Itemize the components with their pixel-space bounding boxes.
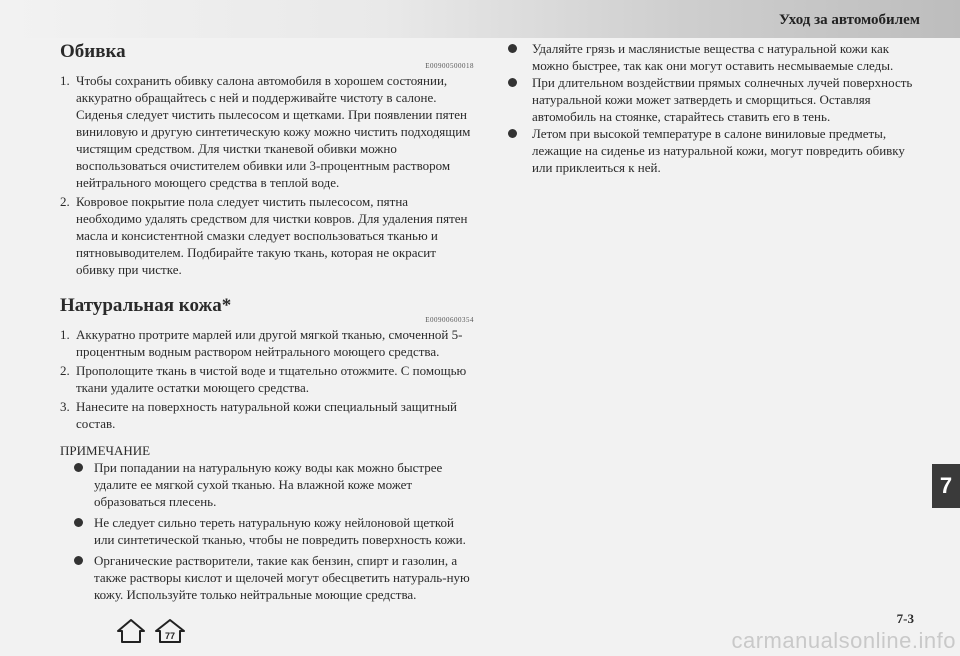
bullet-icon	[508, 44, 517, 53]
right-bullet-list	[500, 40, 920, 176]
right-column	[500, 40, 920, 176]
bullet-text: Удаляйте грязь и маслянистые вещества с натуральной кожи как можно быстрее, так как они могут оставить несмываемые следы.	[532, 41, 894, 73]
upholstery-code: E00900500018	[425, 62, 474, 70]
page-number: 7-3	[896, 611, 914, 626]
upholstery-heading: Обивка	[60, 41, 126, 62]
bullet-text: При длительном воздействии прямых солнечных лучей поверхность натуральной кожи может затвердеть и сморщиться. Оставляя автомобиль на стоянке, старайтесь ставить его в тень.	[532, 75, 913, 124]
item-text: Чтобы сохранить обивку салона автомобиля в хорошем состоянии, аккуратно обращайтесь с ней и поддерживайте чистоту в салоне. Сиденья следует чистить пылесосом и щетками. При появлении пятен виниловую и другую синтетическую кожу можно чистить подходящим чистящим средством. Для чистки тканевой обивки можно воспользоваться очистителем обивки или 3-процентным раствором нейтрального моющего средства в теплой воде.	[76, 73, 471, 190]
item-text: Аккуратно протрите марлей или другой мягкой тканью, смоченной 5-процентным водным раствором нейтрального моющего средства.	[76, 327, 463, 359]
bullet-icon	[508, 78, 517, 87]
leather-code: E00900600354	[425, 316, 474, 324]
list-item	[60, 326, 474, 360]
leather-list	[60, 326, 474, 432]
list-item	[60, 362, 474, 396]
list-item	[60, 72, 474, 191]
watermark: carmanualsonline.info	[731, 628, 956, 653]
nav-icons	[116, 618, 186, 644]
chapter-tab[interactable]: 7	[932, 464, 960, 508]
note-item	[60, 552, 474, 603]
list-item	[60, 398, 474, 432]
item-text: Ковровое покрытие пола следует чистить пылесосом, пятна необходимо удалять средством для чистки ковров. Для удаления пятен масла и консистентной смазки следует воспользоваться тканью и пятновыводителем. Подбирайте такую ткань, которая не окрасит обивку при чистке.	[76, 194, 468, 277]
index-label: 77	[164, 631, 176, 641]
item-text: Нанесите на поверхность натуральной кожи специальный защитный состав.	[76, 399, 458, 431]
note-text: Не следует сильно тереть натуральную кожу нейлоновой щеткой или синтетической тканью, чтобы не повредить поверхность кожи.	[94, 515, 466, 547]
note-item	[60, 459, 474, 510]
bullet-icon	[74, 556, 83, 565]
note-item	[60, 514, 474, 548]
bullet-text: Летом при высокой температуре в салоне виниловые предметы, лежащие на сиденье из натуральной кожи, могут повредить обивку или приклеиться к ней.	[532, 126, 905, 175]
item-number: 2.	[60, 363, 70, 378]
page-header-title: Уход за автомобилем	[779, 12, 920, 28]
note-text: Органические растворители, такие как бензин, спирт и газолин, а также растворы кислот и щелочей могут обесцветить натураль-ную кожу. Используйте только нейтральные моющие средства.	[94, 553, 470, 602]
item-text: Прополощите ткань в чистой воде и тщательно отожмите. С помощью ткани удалите остатки моющего средства.	[76, 363, 467, 395]
bullet-item	[500, 40, 920, 74]
item-number: 1.	[60, 327, 70, 342]
home-icon[interactable]	[116, 618, 146, 644]
note-title: ПРИМЕЧАНИЕ	[60, 443, 151, 458]
left-column	[60, 40, 474, 607]
bullet-item	[500, 74, 920, 125]
bullet-icon	[74, 518, 83, 527]
bullet-icon	[508, 129, 517, 138]
list-item	[60, 193, 474, 278]
item-number: 1.	[60, 73, 70, 88]
bullet-icon	[74, 463, 83, 472]
item-number: 2.	[60, 194, 70, 209]
item-number: 3.	[60, 399, 70, 414]
index-icon[interactable]	[154, 618, 186, 644]
leather-heading: Натуральная кожа*	[60, 295, 232, 316]
note-list	[60, 459, 474, 603]
bullet-item	[500, 125, 920, 176]
upholstery-list	[60, 72, 474, 278]
note-text: При попадании на натуральную кожу воды как можно быстрее удалите ее мягкой сухой тканью. На влажной коже может образоваться плесень.	[94, 460, 443, 509]
